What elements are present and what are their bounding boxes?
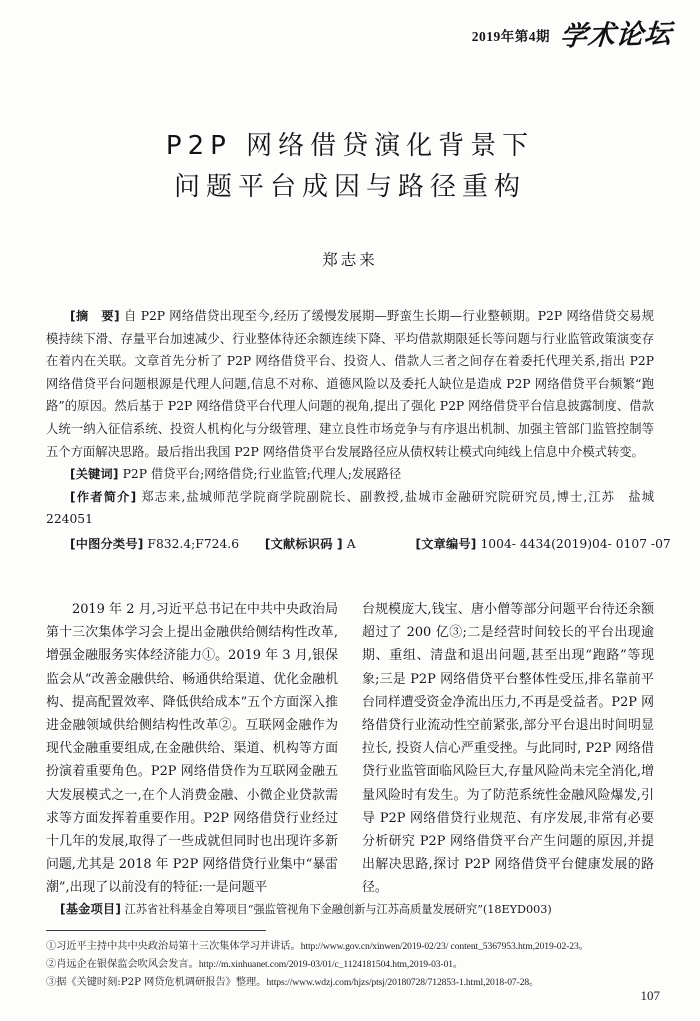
footnote-url[interactable]: http://www.gov.cn/xinwen/2019-02/23/ content_5367953.htm [300,941,533,952]
author-bio-label: [作者简介] [70,489,137,504]
page-title [0,126,700,208]
footnote-item [46,974,666,992]
front-matter [46,305,671,556]
clc-value: F832.4;F724.6 [147,536,240,551]
masthead [471,18,674,53]
footnote-list [46,938,666,993]
document-code-label: [文献标识码 ] [264,536,343,551]
keywords-block [46,463,654,486]
fund-project-note [46,900,654,919]
page-number: 107 [640,988,660,1003]
author-name: 郑志来 [322,251,378,269]
abstract-text: 自 P2P 网络借贷出现至今,经历了缓慢发展期—野蛮生长期—行业整顿期。P2P 网络借贷交易规模持续下滑、存量平台加速减少、行业整体待还余额连续下降、平均借款期限延长等问题与行业监管政策演变存在着内在关联。文章首先分析了 P2P 网络借贷平台、投资人、借款人三者之间存在着委托代理关系,指出 P2P 网络借贷平台问题根源是代理人问题,信息不对称、道德风险以及委托人缺位是造成 P2P 网络借贷平台频繁“跑路”的原因。然后基于 P2P 网络借贷平台代理人问题的视角,提出了强化 P2P 网络借贷平台信息披露制度、借款人统一纳入征信系统、投资人机构化与分级管理、建立良性市场竞争与有序退出机制、加强主管部门监管控制等五个方面解决思路。最后指出我国 P2P 网络借贷平台发展路径应从债权转让模式向纯线上信息中介模式转变。 [46,309,654,459]
body-column-right [362,598,654,896]
footnote-item [46,938,666,956]
footnote-url[interactable]: http://m.xinhuanet.com/2019-03/01/c_1124181504.htm [198,959,407,971]
keywords-text: P2P 借贷平台;网络借贷;行业监管;代理人;发展路径 [122,467,402,482]
footnote-divider [46,930,266,931]
journal-logo: 学术论坛 [558,18,674,53]
footnote-date: ,2018-07-28。 [483,977,539,989]
footnote-marker: ③ [46,977,57,989]
fund-project-text: 江苏省社科基金自筹项目“强监管视角下金融创新与江苏高质量发展研究”(18EYD003) [124,903,552,916]
article-id-value: 1004- 4434(2019)04- 0107 -07 [480,536,671,551]
footnote-text: 肖远企在银保监会吹风会发言。 [56,959,199,971]
footnote-date: ,2019-02-23。 [532,941,589,952]
footnote-marker: ① [46,941,57,952]
body-paragraph: 2019 年 2 月,习近平总书记在中共中央政治局第十三次集体学习会上提出金融供给侧结构性改革,增强金融服务实体经济能力①。2019 年 3 月,银保监会从“改善金融供给、畅通供给渠道、优化金融机构、提高配置效率、降低供给成本”五个方面深入推进金融领域供给侧结构性改革②。互联网金融作为现代金融重要组成,在金融供给、渠道、机构等方面扮演着重要角色。P2P 网络借贷作为互联网金融五大发展模式之一,在个人消费金融、小微企业贷款需求等方面发挥着重要作用。P2P 网络借贷行业经过十几年的发展,取得了一些成就但同时也出现许多新问题,尤其是 2018 年 P2P 网络借贷行业集中“暴雷潮”,出现了以前没有的特征:一是问题平 [46,602,338,896]
classification-codes [46,533,671,556]
footnote-url[interactable]: https://www.wdzj.com/hjzs/ptsj/20180728/712853-1.html [266,977,484,989]
article-body [46,598,654,896]
footnote-date: ,2019-03-01。 [406,959,463,971]
issue-label: 2019年第4期 [471,29,550,44]
body-column-left [46,598,338,896]
footnote-text: 据《关键时刻:P2P 网贷危机调研报告》整理。 [56,977,267,989]
author-bio-text: 郑志来,盐城师范学院商学院副院长、副教授,盐城市金融研究院研究员,博士,江苏 盐城 224051 [46,489,667,527]
body-paragraph: 台规模庞大,钱宝、唐小僧等部分问题平台待还余额超过了 200 亿③;二是经营时间较长的平台出现逾期、重组、清盘和退出问题,甚至出现“跑路”等现象;三是 P2P 网络借贷平台整体性受压,排名靠前平台同样遭受资金净流出压力,不再是受益者。P2P 网络借贷行业流动性空前紧张,部分平台退出时间明显拉长, 投资人信心严重受挫。与此同时, P2P 网络借贷行业监管面临风险巨大,存量风险尚未完全消化,增量风险时有发生。为了防范系统性金融风险爆发,引导 P2P 网络借贷行业规范、有序发展,非常有必要分析研究 P2P 网络借贷平台产生问题的原因,并提出解决思路,探讨 P2P 网络借贷平台健康发展的路径。 [362,602,654,896]
keywords-label: [关键词] [70,467,119,482]
abstract-block [46,305,654,463]
footnote-marker: ② [46,959,57,971]
abstract-label: [摘 要] [70,309,120,323]
footnote-item [46,956,666,974]
fund-project-label: [基金项目] [60,902,122,916]
article-id-label: [文章编号] [415,536,477,551]
title-line-2: 问题平台成因与路径重构 [173,172,526,202]
clc-label: [中图分类号] [70,536,144,551]
document-code-value: A [346,536,356,551]
author-bio-block [46,486,667,531]
footnote-text: 习近平主持中共中央政治局第十三次集体学习并讲话。 [56,941,301,952]
title-line-1: P2P 网络借贷演化背景下 [165,131,535,161]
